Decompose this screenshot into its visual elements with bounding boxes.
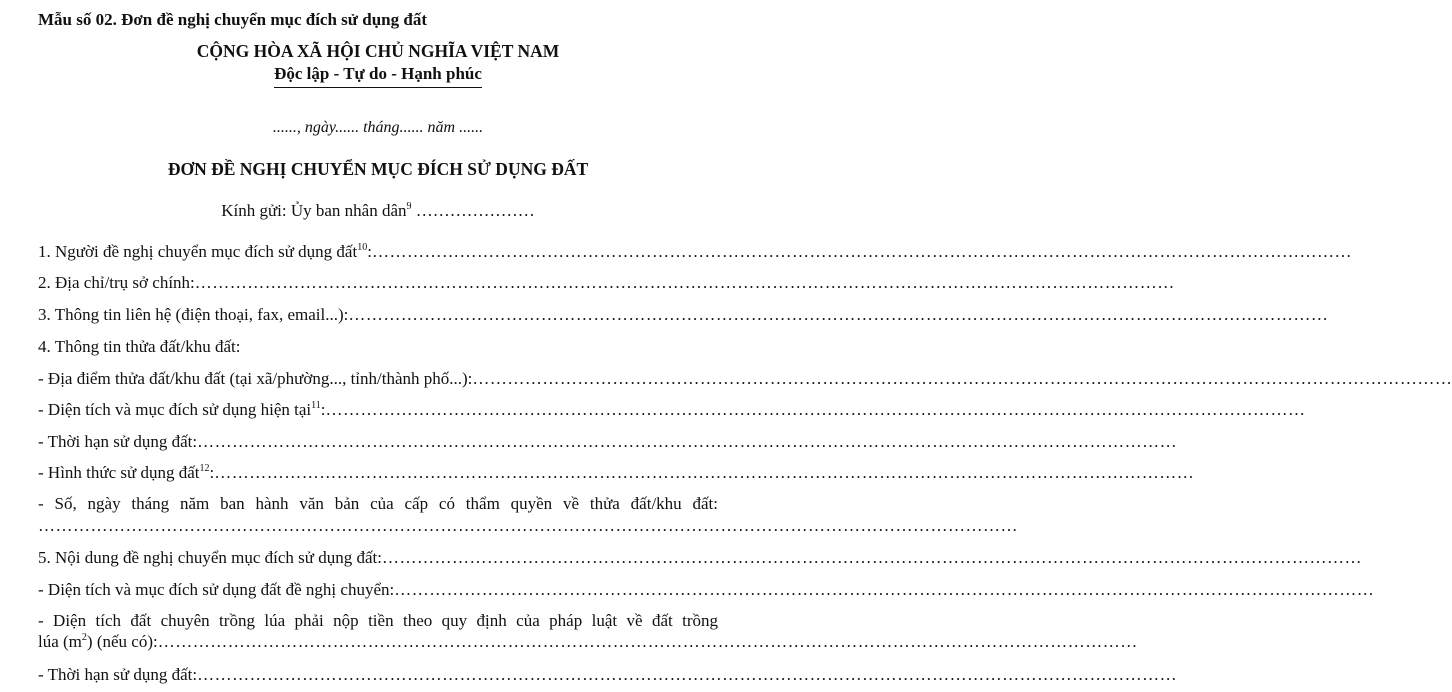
recipient-fill[interactable]: ………………… <box>411 201 535 220</box>
date-line: ......, ngày...... tháng...... năm ...... <box>272 119 484 136</box>
recipient-label: Kính gửi: Ủy ban nhân dân <box>221 201 407 220</box>
field-contact-fill[interactable]: …………………………………………………………………………………………………………………………………………………… <box>348 305 1329 324</box>
footnote-ref-11: 11 <box>311 400 321 411</box>
field-request-content <box>38 548 1362 568</box>
field-use-form-label: - Hình thức sử dụng đất <box>38 463 200 482</box>
field-decision-doc-label: - Số, ngày tháng năm ban hành văn bản của cấp có thẩm quyền về thửa đất/khu đất: <box>38 494 718 513</box>
field-requester-label: 1. Người đề nghị chuyển mục đích sử dụng đất <box>38 242 358 261</box>
footnote-ref-10: 10 <box>357 242 368 253</box>
field-current-use-label: - Diện tích và mục đích sử dụng hiện tại <box>38 400 312 419</box>
field-address-fill[interactable]: …………………………………………………………………………………………………………………………………………………… <box>194 273 1175 292</box>
field-requester: 1. Người đề nghị chuyển mục đích sử dụng đất$^{10}$: …………………………………………………………………………………………………………………………………………………… <box>38 242 1352 261</box>
field-term <box>38 432 1178 452</box>
field-contact-label: 3. Thông tin liên hệ (điện thoại, fax, email...): <box>38 305 349 324</box>
recipient-line <box>0 201 756 221</box>
field-request-content-fill[interactable]: …………………………………………………………………………………………………………………………………………………… <box>381 548 1362 567</box>
field-decision-doc-fill[interactable]: …………………………………………………………………………………………………………………………………………………… <box>38 516 1018 535</box>
field-requested-term-fill[interactable]: …………………………………………………………………………………………………………………………………………………… <box>197 665 1178 684</box>
field-use-form-fill[interactable]: …………………………………………………………………………………………………………………………………………………… <box>214 463 1195 482</box>
field-current-use: - Diện tích và mục đích sử dụng hiện tại$^{11}$: …………………………………………………………………………………………………………………………………………………… <box>38 400 1306 419</box>
national-title: CỘNG HÒA XÃ HỘI CHỦ NGHĨA VIỆT NAM <box>196 41 560 61</box>
field-use-form: - Hình thức sử dụng đất$^{12}$: …………………………………………………………………………………………………………………………………………………… <box>38 463 1195 482</box>
field-location <box>38 369 1452 389</box>
field-term-label: - Thời hạn sử dụng đất: <box>38 432 198 451</box>
field-rice-land-label: - Diện tích đất chuyên trồng lúa phải nộp tiền theo quy định của pháp luật về đất trồng <box>38 611 718 630</box>
field-term-fill[interactable]: …………………………………………………………………………………………………………………………………………………… <box>197 432 1178 451</box>
section-land-info: 4. Thông tin thửa đất/khu đất: <box>38 337 241 356</box>
field-requested-area-label: - Diện tích và mục đích sử dụng đất đề nghị chuyển: <box>38 580 395 599</box>
field-requester-fill[interactable]: …………………………………………………………………………………………………………………………………………………… <box>371 242 1352 261</box>
field-requested-area-fill[interactable]: …………………………………………………………………………………………………………………………………………………… <box>394 580 1375 599</box>
form-number: Mẫu số 02. Đơn đề nghị chuyển mục đích sử dụng đất <box>38 10 427 29</box>
field-rice-land: lúa $(m^2)$ (nếu có): …………………………………………………………………………………………………………………………………………………… <box>38 632 1138 651</box>
field-rice-land-fill[interactable]: …………………………………………………………………………………………………………………………………………………… <box>157 632 1138 651</box>
field-contact <box>38 305 1329 325</box>
footnote-ref-12: 12 <box>199 463 210 474</box>
document-title: ĐƠN ĐỀ NGHỊ CHUYỂN MỤC ĐÍCH SỬ DỤNG ĐẤT <box>167 159 589 179</box>
national-motto: Độc lập - Tự do - Hạnh phúc <box>274 64 482 88</box>
field-location-fill[interactable]: …………………………………………………………………………………………………………………………………………………… <box>472 369 1452 388</box>
field-requested-term-label: - Thời hạn sử dụng đất: <box>38 665 198 684</box>
field-address-label: 2. Địa chỉ/trụ sở chính: <box>38 273 195 292</box>
field-current-use-fill[interactable]: …………………………………………………………………………………………………………………………………………………… <box>325 400 1306 419</box>
field-address <box>38 273 1175 293</box>
motto-block <box>0 64 756 88</box>
field-requested-area <box>38 580 1375 600</box>
superscript-2: 2 <box>81 632 87 643</box>
field-location-label: - Địa điểm thửa đất/khu đất (tại xã/phường..., tỉnh/thành phố...): <box>38 369 473 388</box>
footnote-ref-9: 9 <box>406 201 412 212</box>
field-request-content-label: 5. Nội dung đề nghị chuyển mục đích sử dụng đất: <box>38 548 382 567</box>
field-requested-term <box>38 665 1178 685</box>
